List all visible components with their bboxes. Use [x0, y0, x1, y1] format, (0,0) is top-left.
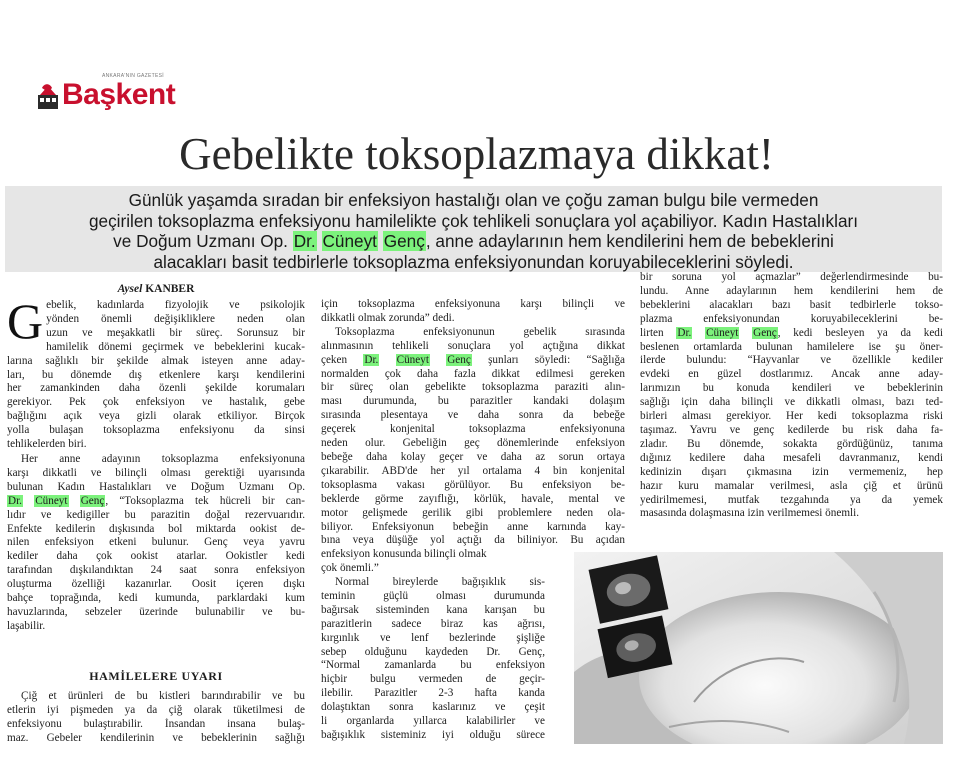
- paragraph-line: masasında dolaşmasına izin verilmemesi önemli.: [640, 507, 860, 520]
- paragraph-line: dığınız kedilere daha mesafeli davranmanız, kendi: [640, 451, 943, 464]
- paragraph-line: sırasında plesentaya ve daha sonra da bebeğe: [321, 409, 625, 422]
- byline-first-name: Aysel: [117, 283, 143, 295]
- paragraph-line: alınmasının tehlikeli sonuçlara yol açtığına dikkat: [321, 339, 625, 352]
- paragraph-line: [321, 354, 625, 368]
- paragraph-line: bağlığını açık veya gizli olarak etkiliyor. Birçok: [7, 410, 305, 423]
- highlighted-name: Genç: [80, 494, 105, 507]
- article-lead: [5, 186, 942, 272]
- lead-line: alacakları basit tedbirlerle toksoplazma enfeksiyonundan koruyabileceklerini söyledi.: [153, 251, 794, 272]
- paragraph-line: sebep olduğunu kaydeden Dr. Genç,: [321, 645, 545, 658]
- paragraph-line: bebeklerini alacakları bazı basit tedbirlerle tokso-: [640, 298, 943, 311]
- masthead-logo: [36, 74, 175, 110]
- pregnant-woman-ultrasound-image: [574, 552, 943, 744]
- paragraph-lines: [7, 509, 305, 634]
- paragraph-line: hiçbir bulgu vermeden de geçir-: [321, 673, 545, 686]
- paragraph-line: beklerde görme zayıflığı, körlük, havale, mental ve: [321, 492, 625, 505]
- paragraph-line: dikkatli olmak zorunda” dedi.: [321, 311, 455, 324]
- highlighted-name: Cüneyt: [322, 231, 377, 252]
- paragraph-line: tehlikelerden biri.: [7, 438, 87, 451]
- paragraph-line: yedirilmemesi, mutfak tezgahında ya da yemek: [640, 493, 943, 506]
- paragraph-line: larımızın bu konuda kendileri ve bebeklerinin: [640, 382, 943, 395]
- paragraph-line: sağlığı için daha bilinçli ve dikkatli olması, bazı ted-: [640, 396, 943, 409]
- paragraph-lines: [321, 326, 625, 354]
- paragraph-text: , kedi besleyen ya da kedi: [777, 326, 943, 339]
- article-headline: Gebelikte toksoplazmaya dikkat!: [179, 129, 774, 179]
- paragraph-lines: [7, 293, 305, 452]
- article-column-2: [321, 298, 625, 576]
- masthead-name: Başkent: [62, 78, 176, 111]
- paragraph-line: evdeki en güzel dostlarımız. Ancak anne aday-: [640, 368, 943, 381]
- paragraph-lines: [640, 341, 943, 522]
- paragraph-line: lundu. Anne adaylarının hem kendilerini hem de: [640, 284, 943, 297]
- paragraph-text: çeken: [321, 353, 364, 366]
- masthead-tagline: ANKARA'NIN GAZETESİ: [102, 73, 164, 79]
- paragraph-line: maz. Gebeler kendilerinin ve bebeklerinin sağlığı: [7, 731, 305, 744]
- paragraph-line: Çiğ et ürünleri de bu kistleri barındırabilir ve bu: [21, 690, 305, 702]
- paragraph-line: bulunan Kadın Hastalıkları ve Doğum Uzmanı Op.: [7, 480, 305, 493]
- paragraph-line: laşabilir.: [7, 619, 46, 632]
- paragraph-lines: [7, 690, 305, 746]
- paragraph-line: etlerin iyi pişmeden ya da çiğ olarak tüketilmesi de: [7, 703, 305, 716]
- paragraph-line: taşımaz. Yavru ve genç kedilerde bu risk daha fa-: [640, 423, 943, 436]
- paragraph-text: , “Toksoplazma tek hücreli bir can-: [105, 494, 305, 507]
- paragraph-line: bir süreç olan gebelikte toksoplazma paraziti alın-: [321, 381, 625, 394]
- paragraph-line: larına sağlıklı bir şekilde almak isteyen anne aday-: [7, 354, 305, 367]
- paragraph-text: şunları söyledi: “Sağlığa: [471, 353, 625, 366]
- byline: [7, 283, 305, 295]
- drop-cap: G: [7, 293, 44, 349]
- paragraph-line: hamilelik dönemi geçirmek ve bebeklerini kucak-: [46, 340, 305, 353]
- paragraph-line: kırgınlık ve lenf bezlerinde şişliğe: [321, 631, 545, 644]
- paragraph-line: tarafından dışkılandıktan 24 saat sonra enfeksiyon: [7, 564, 305, 577]
- highlighted-name: Genç: [753, 326, 777, 339]
- lead-line: [15, 231, 932, 252]
- paragraph-line: ması durumunda, bu parazitler kandaki dolaşım: [321, 395, 625, 408]
- lead-line: Günlük yaşamda sıradan bir enfeksiyon hastalığı olan ve çoğu zaman bulgu bile vermeden: [128, 190, 819, 210]
- paragraph-line: bağırsak sisteminden kana karışan bu: [321, 603, 545, 616]
- paragraph-line: yönden önemli değişikliklere neden olan: [46, 312, 305, 325]
- paragraph-line: bahçe toprağında, kedi kumunda, parklardaki kum: [7, 592, 305, 605]
- highlighted-name: Dr.: [677, 326, 692, 339]
- paragraph-line: Her anne adayının toksoplazma enfeksiyonuna: [21, 452, 305, 465]
- paragraph-line: için toksoplazma enfeksiyonuna karşı bilinçli ve: [321, 298, 625, 310]
- paragraph-line: normalden çok daha fazla dikkat edilmesi gereken: [321, 367, 625, 380]
- paragraph-lines: [321, 298, 625, 326]
- paragraph-line: beslenen ortamlarda bulunan hamilelere ise şu öner-: [640, 340, 943, 353]
- paragraph-line: yolla bulaşan toksoplazma enfeksiyonu da sinsi: [7, 424, 305, 437]
- highlighted-name: Genç: [447, 353, 471, 366]
- paragraph-line: kedinizin dışarı çıkmasına izin vermemeniz, hep: [640, 465, 943, 478]
- paragraph-line: enfeksiyonu bulaştırabilir. İnsandan insana bulaş-: [7, 717, 305, 730]
- paragraph-line: havuzlarında, sebzeler üzerinde bulunabilir ve bu-: [7, 605, 305, 618]
- paragraph-line: biliyor. Enfeksiyonun bebeğin anne karnında kay-: [321, 520, 625, 533]
- paragraph-line: bına veya düşüğe yol açtığı da biliniyor. Bu açıdan: [321, 534, 625, 547]
- paragraph-line: [640, 327, 943, 341]
- paragraph-line: neden olur. Gebeliğin geç dönemlerinde enfeksiyon: [321, 437, 625, 450]
- paragraph-lines: [321, 576, 545, 743]
- paragraph-line: ebelik, kadınlarda fizyolojik ve psikolojik: [46, 299, 305, 311]
- highlighted-name: Cüneyt: [396, 353, 429, 366]
- paragraph-line: bir soruna yol açmazlar” değerlendirmesinde bu-: [640, 271, 943, 283]
- article-column-1: [7, 293, 305, 634]
- paragraph-lines: [7, 453, 305, 495]
- paragraph-line: “Normal zamanlarda bu enfeksiyon: [321, 659, 545, 672]
- paragraph-line: parazitlerin sadece biraz kas ağrısı,: [321, 617, 545, 630]
- byline-last-name: KANBER: [145, 283, 195, 295]
- paragraph-line: motor gelişmede gerilik gibi problemlere neden ola-: [321, 506, 625, 519]
- paragraph-line: birleri alması gerekiyor. Her kedi toksoplazma riski: [640, 410, 943, 423]
- section-subheading: HAMİLELERE UYARI: [89, 669, 223, 683]
- paragraph-line: uzun ve meşakkatli bir süreç. Sorunsuz bir: [46, 326, 305, 339]
- paragraph-line: karşı dikkatli ve bilinçli olması gerektiği uyarısında: [7, 466, 305, 479]
- paragraph-line: lıdır ve kedigiller bu parazitin doğal rezervuarıdır.: [7, 508, 305, 521]
- paragraph-line: li organlarda yıllarca kalabilirler ve: [321, 715, 545, 728]
- highlighted-name: Cüneyt: [706, 326, 739, 339]
- paragraph-line: kediler daha çok ookist atarlar. Ookistler kedi: [7, 550, 305, 563]
- highlighted-name: Dr.: [8, 494, 22, 507]
- paragraph-line: gerekiyor. Pek çok enfeksiyon ve hastalık, gebe: [7, 396, 305, 409]
- paragraph-lines: [321, 368, 625, 577]
- logo-emblem-icon: [36, 82, 60, 110]
- highlighted-name: Dr.: [364, 353, 379, 366]
- paragraph-text: lirten: [640, 326, 677, 339]
- paragraph-line: ları, bu dönemde dış etkenlere karşı kendilerini: [7, 368, 305, 381]
- paragraph-line: geçerek konjenital toksoplazma enfeksiyonuna: [321, 423, 625, 436]
- column-paragraph: [7, 293, 305, 452]
- paragraph-line: hazır kuru mamalar verilmesi, asla çiğ et ürünü: [640, 479, 943, 492]
- paragraph-line: Toksoplazma enfeksiyonunun gebelik sırasında: [335, 325, 625, 338]
- article-column-2-continued: [321, 576, 545, 743]
- paragraph-line: bebeğe daha kolay geçer ve daha az sorun ortaya: [321, 450, 625, 463]
- lead-text: ve Doğum Uzmanı Op.: [113, 231, 293, 252]
- column-paragraph: [7, 453, 305, 634]
- paragraph-line: toksoplasma vakası görülüyor. Bu enfeksiyon be-: [321, 478, 625, 491]
- paragraph-line: [7, 495, 305, 509]
- paragraph-line: ilebilir. Parazitler 2-3 hafta kanda: [321, 687, 545, 700]
- highlighted-name: Dr.: [293, 231, 316, 252]
- paragraph-line: dolaştıktan sonra kaslarınız ve çeşit: [321, 701, 545, 714]
- paragraph-line: Normal bireylerde bağışıklık sis-: [335, 576, 545, 588]
- paragraph-line: Enfekte kedilerin dışkısında bol miktarda ookist de-: [7, 522, 305, 535]
- pregnancy-photo: [574, 552, 943, 744]
- article-column-3: [640, 271, 943, 521]
- paragraph-line: plazma enfeksiyonundan koruyabileceklerini be-: [640, 312, 943, 325]
- lead-line: geçirilen toksoplazma enfeksiyonu hamilelikte çok tehlikeli sonuçlara yol açabiliyor. Kadın Hastalıkları: [88, 210, 859, 231]
- paragraph-line: teminin güçlü olması durumunda: [321, 589, 545, 602]
- highlighted-name: Genç: [383, 231, 425, 252]
- paragraph-line: bağışıklık sisteminiz iyi olduğu sürece: [321, 728, 545, 741]
- paragraph-line: enfeksiyon konusunda bilinçli olmak: [321, 548, 487, 561]
- paragraph-line: zladır. Bu dönemde, sokakta gördüğünüz, tanıma: [640, 437, 943, 450]
- paragraph-line: oluşturma özelliği kazanırlar. Oosit içeren dışkı: [7, 578, 305, 591]
- paragraph-line: her zamankinden daha özenli şekilde korumaları: [7, 382, 305, 395]
- paragraph-line: çok önemli.”: [321, 562, 379, 575]
- highlighted-name: Cüneyt: [35, 494, 68, 507]
- article-column-1-continued: [7, 690, 305, 746]
- paragraph-line: çıkarabilir. ABD'de her yıl ortalama 4 bin konjenital: [321, 464, 625, 477]
- paragraph-line: ilerde bulundu: “Hayvanlar ve özellikle kediler: [640, 354, 943, 367]
- paragraph-lines: [640, 271, 943, 327]
- lead-text: , anne adaylarının hem kendilerini hem de bebeklerini: [425, 231, 834, 252]
- paragraph-line: nilen enfeksiyon etkeni bulunur. Genç veya yavru: [7, 536, 305, 549]
